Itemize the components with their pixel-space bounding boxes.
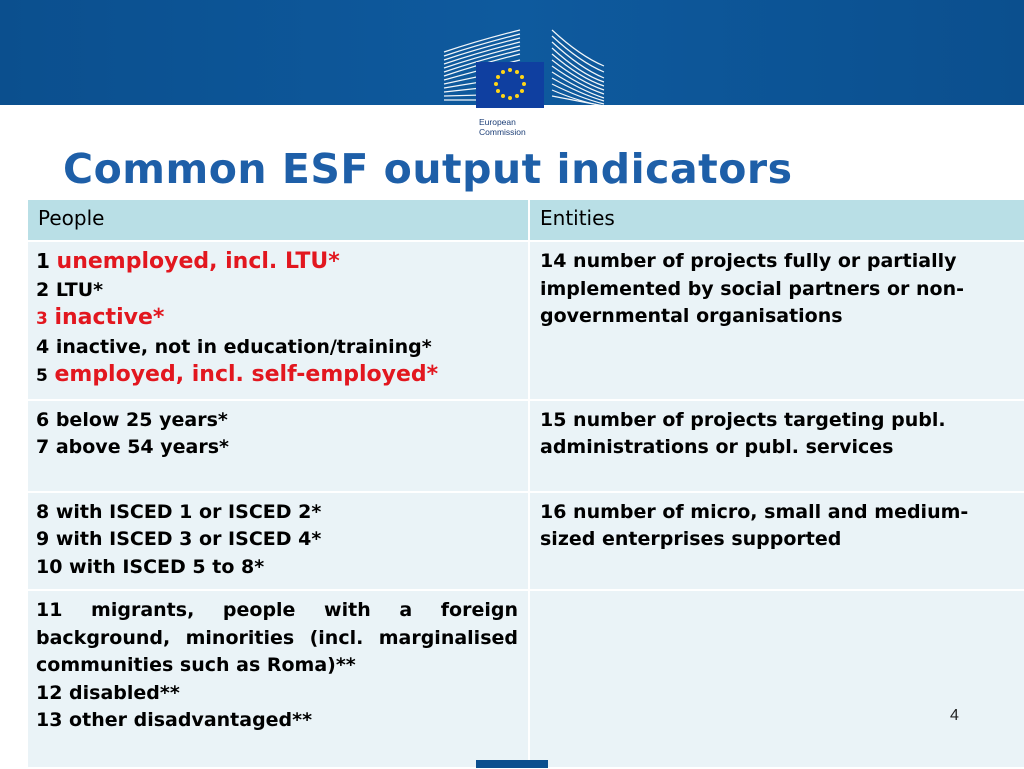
indicators-table <box>26 198 1024 769</box>
european-commission-logo <box>440 26 606 146</box>
indicator-line: 1 unemployed, incl. LTU* <box>36 249 340 274</box>
people-cell <box>27 492 529 591</box>
table-row <box>27 400 1024 492</box>
indicator-line: 8 with ISCED 1 or ISCED 2* <box>36 500 322 523</box>
table-row <box>27 590 1024 768</box>
highlighted-indicator: unemployed, incl. LTU* <box>56 249 340 274</box>
indicator-line: 7 above 54 years* <box>36 436 229 458</box>
header-people: People <box>27 199 529 241</box>
table-header-row <box>27 199 1024 241</box>
indicator-line: 12 disabled** <box>36 681 180 704</box>
slide-title: Common ESF output indicators <box>63 145 793 193</box>
indicator-line: 2 LTU* <box>36 278 104 301</box>
highlighted-indicator: employed, incl. self-employed* <box>54 362 439 387</box>
indicator-line: 4 inactive, not in education/training* <box>36 335 432 358</box>
indicator-line: 10 with ISCED 5 to 8* <box>36 555 265 578</box>
highlighted-indicator: inactive* <box>54 305 165 330</box>
indicator-line: 5 employed, incl. self-employed* <box>36 362 439 387</box>
indicator-line: 9 with ISCED 3 or ISCED 4* <box>36 528 322 550</box>
entities-cell: 15 number of projects targeting publ. administrations or publ. services <box>529 400 1024 492</box>
people-cell <box>27 590 529 768</box>
footer-tab <box>476 760 548 768</box>
indicator-line: 6 below 25 years* <box>36 408 228 431</box>
indicator-line: 13 other disadvantaged** <box>36 709 313 731</box>
indicator-line: 11 migrants, people with a foreign background, minorities (incl. marginalised communities such as Roma)** <box>36 599 518 676</box>
table-row <box>27 492 1024 591</box>
indicator-line: 3 inactive* <box>36 305 165 330</box>
logo-text-line2: Commission <box>479 127 526 137</box>
logo-text-line1: European <box>479 117 516 127</box>
people-cell <box>27 400 529 492</box>
header-entities: Entities <box>529 199 1024 241</box>
entities-cell: 14 number of projects fully or partially implemented by social partners or non-governmental organisations <box>529 241 1024 400</box>
entities-cell: 16 number of micro, small and medium-sized enterprises supported <box>529 492 1024 591</box>
table-row <box>27 241 1024 400</box>
page-number: 4 <box>950 707 959 724</box>
people-cell <box>27 241 529 400</box>
entities-cell <box>529 590 1024 768</box>
